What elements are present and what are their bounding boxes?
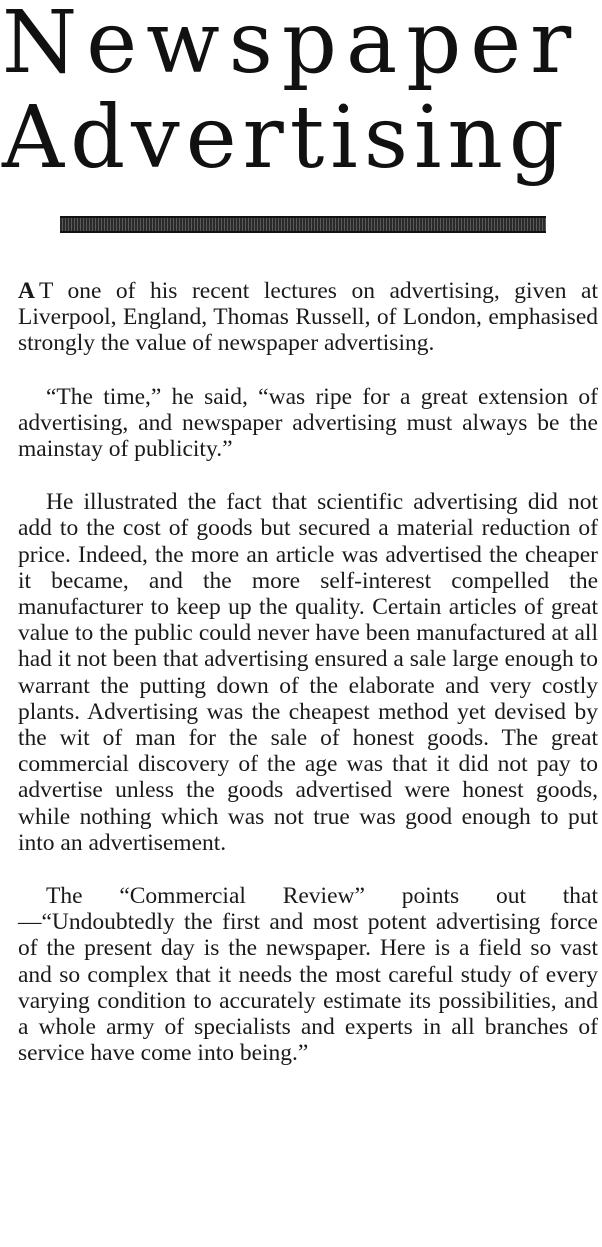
decorative-rule — [60, 216, 546, 233]
paragraph-2: “The time,” he said, “was ripe for a great extension of advertising, and newspaper advertising must always be the mainstay of publicity.” — [18, 383, 598, 463]
drop-cap: A — [18, 278, 35, 304]
article-body — [18, 278, 598, 1093]
paragraph-1 — [18, 278, 598, 357]
paragraph-1-text: T one of his recent lectures on advertising, given at Liverpool, England, Thomas Russell, of London, emphasised strongly the value of newspaper advertising. — [18, 278, 598, 357]
paragraph-4: The “Commercial Review” points out that—“Undoubtedly the first and most potent advertising force of the present day is the newspaper. Here is a field so vast and so complex that it needs the most careful study of every varying condition to accurately estimate its possibilities, and a whole army of specialists and experts in all branches of service have come into being.” — [18, 883, 598, 1067]
paragraph-3: He illustrated the fact that scientific advertising did not add to the cost of goods but secured a material reduction of price. Indeed, the more an article was advertised the cheaper it became, and the more self-interest compelled the manufacturer to keep up the quality. Certain articles of great value to the public could never have been manufactured at all had it not been that advertising ensured a sale large enough to warrant the putting down of the elaborate and very costly plants. Advertising was the cheapest method yet devised by the wit of man for the sale of honest goods. The great commercial discovery of the age was that it did not pay to advertise unless the goods advertised were honest goods, while nothing which was not true was good enough to put into an advertisement. — [18, 489, 598, 856]
headline-line-1: Newspaper — [2, 0, 581, 93]
headline-line-2: Advertising — [2, 88, 570, 188]
